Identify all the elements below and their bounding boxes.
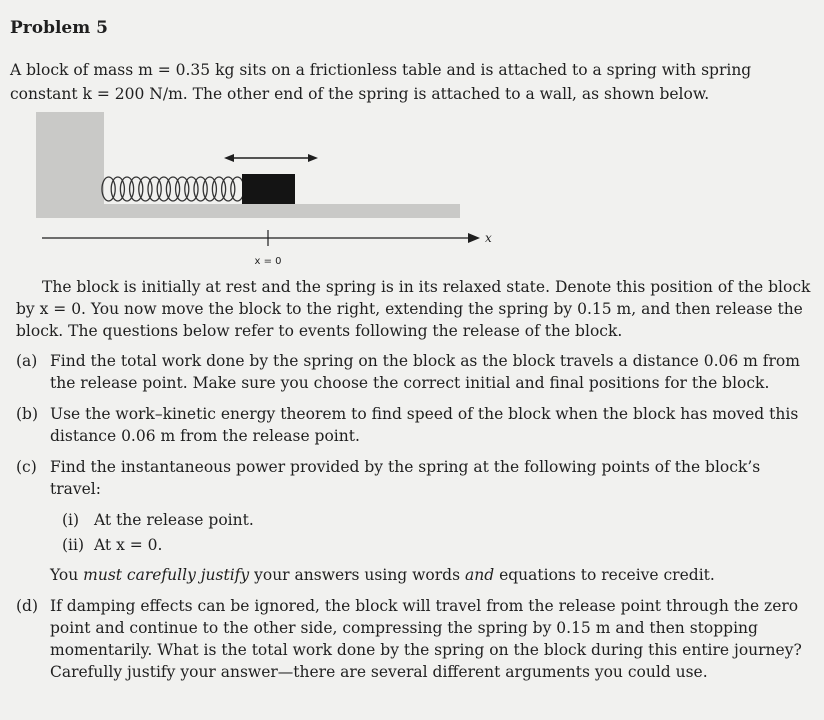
setup-paragraph: The block is initially at rest and the spring is in its relaxed state. Denote this position of the block by x = 0. You now move the block to the right, extending the spring by 0.15 m, and then release the block. The questions below refer to events following the release of the block. (16, 278, 811, 340)
part-b-text: Use the work–kinetic energy theorem to find speed of the block when the block has moved this distance 0.06 m from the release point. (50, 405, 799, 445)
wall (36, 112, 104, 214)
problem-intro: A block of mass m = 0.35 kg sits on a frictionless table and is attached to a spring with spring constant k = 200 N/m. The other end of the spring is attached to a wall, as shown below. (10, 61, 752, 103)
part-d-text: If damping effects can be ignored, the block will travel from the release point through the zero point and continue to the other side, compressing the spring by 0.15 m and then stopping momentarily. What is the total work done by the spring on the block during this entire journey? Carefully justify your answer—there are several different arguments you could use. (50, 597, 802, 681)
spring-block-figure (34, 108, 504, 268)
axis-label: x (485, 231, 492, 245)
justification-note: You must carefully justify your answers using words and equations to receive credit. (50, 566, 715, 584)
x-axis (42, 230, 480, 246)
subpart-text: At the release point. (94, 511, 254, 529)
table (36, 204, 460, 218)
part-c-subpart-i (62, 509, 816, 531)
part-a-label: (a) (16, 352, 38, 370)
subpart-label: (ii) (62, 536, 85, 554)
subpart-label: (i) (62, 511, 80, 529)
problem-title: Problem 5 (10, 18, 108, 38)
part-a (16, 350, 816, 394)
part-c-subpart-ii (62, 534, 816, 556)
spring (102, 177, 244, 201)
part-a-text: Find the total work done by the spring on the block as the block travels a distance 0.06 m from the release point. Make sure you choose the correct initial and final positions for the block. (50, 352, 800, 392)
part-b (16, 403, 816, 447)
block (242, 174, 295, 204)
part-b-label: (b) (16, 405, 39, 423)
part-c (16, 456, 816, 500)
origin-label: x = 0 (254, 256, 282, 267)
part-c-label: (c) (16, 458, 37, 476)
part-d-label: (d) (16, 597, 39, 615)
subpart-text: At x = 0. (94, 536, 163, 554)
part-c-text: Find the instantaneous power provided by the spring at the following points of the block’s travel: (50, 458, 761, 498)
motion-arrow (224, 154, 318, 162)
part-d (16, 595, 816, 683)
problem-body (16, 276, 816, 692)
